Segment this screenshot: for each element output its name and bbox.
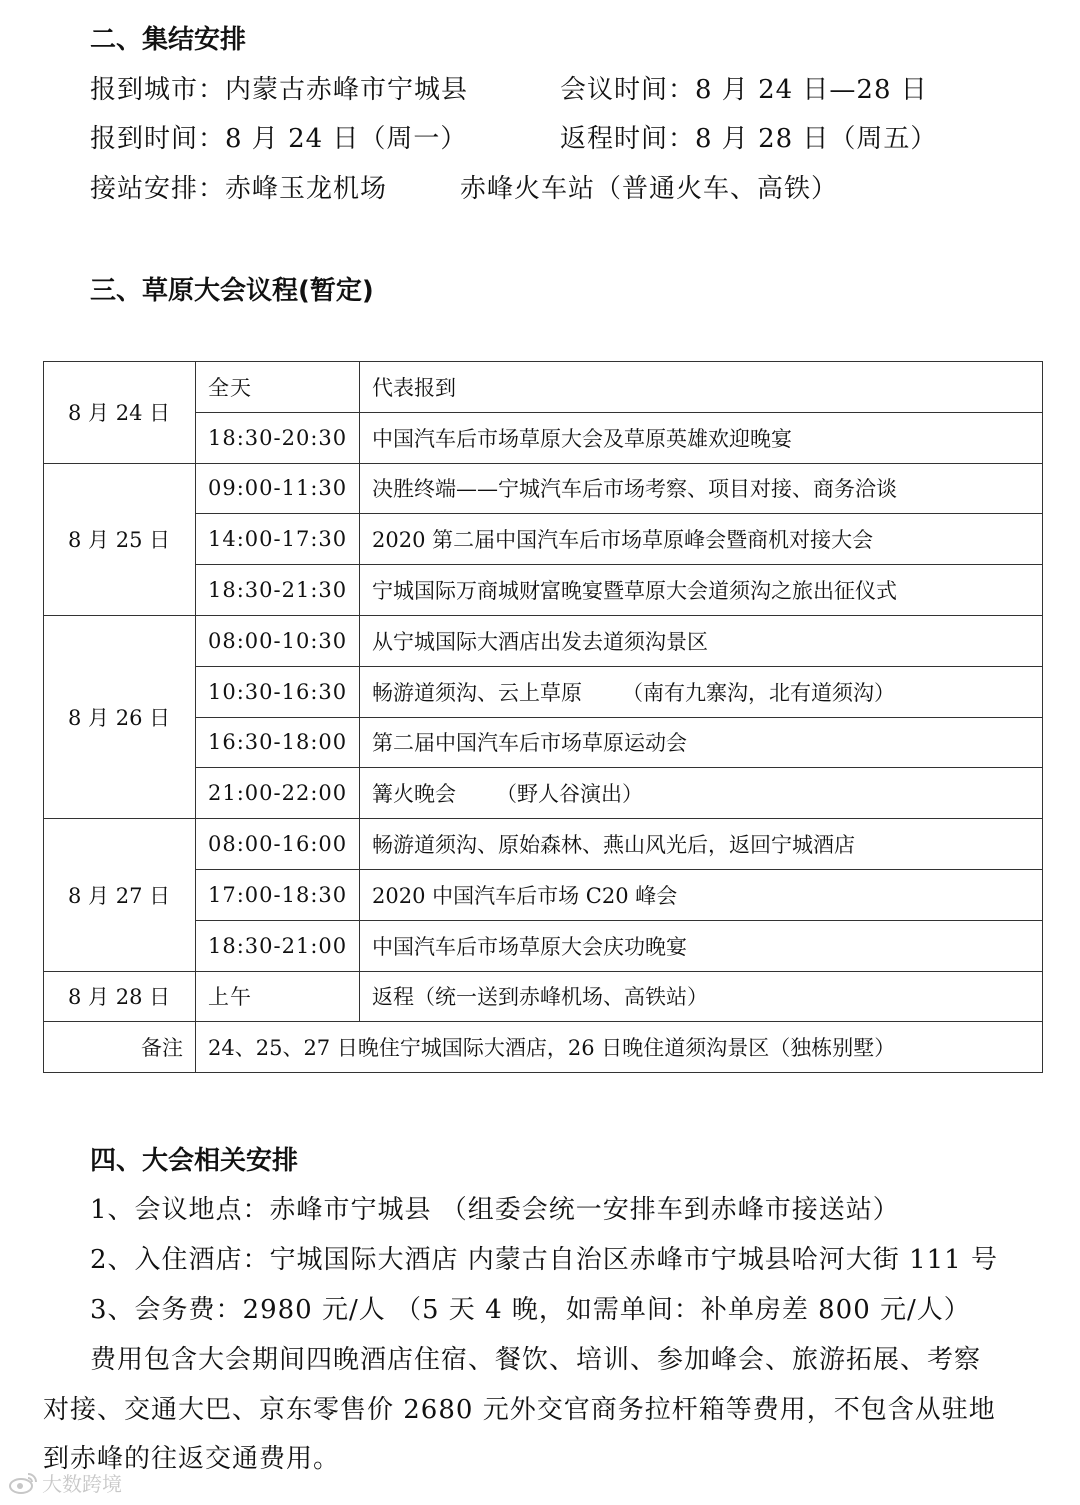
watermark	[8, 1468, 122, 1497]
section4-heading: 四、大会相关安排	[90, 1146, 299, 1176]
agenda-event: 第二届中国汽车后市场草原运动会	[372, 731, 687, 756]
fee-paragraph-line: 费用包含大会期间四晚酒店住宿、餐饮、培训、参加峰会、旅游拓展、考察	[90, 1345, 982, 1375]
fee-paragraph-line: 对接、交通大巴、京东零售价 2680 元外交官商务拉杆箱等费用，不包含从驻地	[43, 1395, 996, 1425]
note-label: 备注	[44, 1022, 196, 1073]
agenda-event-cell	[360, 920, 1043, 971]
agenda-event-cell	[360, 412, 1043, 463]
agenda-time: 全天	[196, 362, 360, 413]
agenda-row	[44, 362, 1043, 413]
section2-heading: 二、集结安排	[90, 25, 247, 55]
agenda-row	[44, 819, 1043, 870]
agenda-event-cell	[360, 565, 1043, 616]
agenda-time: 10:30-16:30	[196, 666, 360, 717]
agenda-event: 从宁城国际大酒店出发去道须沟景区	[372, 629, 708, 654]
arrangement-item: 1、会议地点：赤峰市宁城县 （组委会统一安排车到赤峰市接送站）	[90, 1195, 900, 1225]
info-right: 返程时间：8 月 28 日（周五）	[560, 124, 938, 154]
agenda-date: 8 月 24 日	[44, 362, 196, 464]
watermark-text: 大数跨境	[42, 1472, 122, 1496]
agenda-time: 08:00-16:00	[196, 819, 360, 870]
agenda-date: 8 月 26 日	[44, 615, 196, 818]
agenda-event-cell	[360, 666, 1043, 717]
info-right: 赤峰火车站（普通火车、高铁）	[460, 174, 839, 204]
note-text: 24、25、27 日晚住宁城国际大酒店，26 日晚住道须沟景区（独栋别墅）	[196, 1022, 1043, 1073]
arrangement-item: 3、会务费：2980 元/人 （5 天 4 晚，如需单间：补单房差 800 元/人）	[90, 1295, 971, 1325]
agenda-event: 2020 第二届中国汽车后市场草原峰会暨商机对接大会	[372, 528, 874, 553]
agenda-time: 上午	[196, 971, 360, 1022]
agenda-event: 2020 中国汽车后市场 C20 峰会	[372, 883, 678, 908]
fee-paragraph-line: 到赤峰的往返交通费用。	[43, 1444, 341, 1474]
info-left: 报到时间：8 月 24 日（周一）	[90, 124, 468, 154]
agenda-event-cell	[360, 819, 1043, 870]
agenda-time: 09:00-11:30	[196, 463, 360, 514]
agenda-time: 14:00-17:30	[196, 514, 360, 565]
agenda-event-cell	[360, 615, 1043, 666]
agenda-date: 8 月 27 日	[44, 819, 196, 971]
agenda-event: 中国汽车后市场草原大会及草原英雄欢迎晚宴	[372, 426, 792, 451]
agenda-time: 18:30-21:00	[196, 920, 360, 971]
agenda-event-cell	[360, 869, 1043, 920]
agenda-row	[44, 615, 1043, 666]
agenda-time: 08:00-10:30	[196, 615, 360, 666]
arrangement-item: 2、入住酒店：宁城国际大酒店 内蒙古自治区赤峰市宁城县哈河大街 111 号	[90, 1245, 998, 1275]
agenda-time: 16:30-18:00	[196, 717, 360, 768]
agenda-date: 8 月 25 日	[44, 463, 196, 615]
agenda-event-cell	[360, 463, 1043, 514]
info-left: 接站安排：赤峰玉龙机场	[90, 174, 388, 204]
agenda-row	[44, 463, 1043, 514]
agenda-event: 代表报到	[372, 375, 456, 400]
agenda-row	[44, 971, 1043, 1022]
agenda-event-note: （南有九寨沟，北有道须沟）	[622, 680, 895, 705]
agenda-event: 宁城国际万商城财富晚宴暨草原大会道须沟之旅出征仪式	[372, 579, 897, 604]
agenda-note-row	[44, 1022, 1043, 1073]
agenda-event: 中国汽车后市场草原大会庆功晚宴	[372, 934, 687, 959]
info-left: 报到城市：内蒙古赤峰市宁城县	[90, 75, 469, 105]
info-right: 会议时间：8 月 24 日—28 日	[560, 75, 928, 105]
agenda-event: 返程（统一送到赤峰机场、高铁站）	[372, 985, 708, 1010]
agenda-event-cell	[360, 768, 1043, 819]
agenda-event-cell	[360, 717, 1043, 768]
info-line	[90, 70, 928, 110]
agenda-time: 18:30-21:30	[196, 565, 360, 616]
section3-heading: 三、草原大会议程(暂定)	[90, 276, 374, 306]
agenda-event: 畅游道须沟、云上草原	[372, 680, 582, 705]
agenda-event-note: （野人谷演出）	[496, 782, 643, 807]
agenda-event: 决胜终端——宁城汽车后市场考察、项目对接、商务洽谈	[372, 477, 897, 502]
agenda-event: 篝火晚会	[372, 782, 456, 807]
weibo-logo-icon	[8, 1471, 38, 1495]
info-line	[90, 119, 938, 159]
agenda-date: 8 月 28 日	[44, 971, 196, 1022]
info-line	[90, 169, 839, 209]
agenda-event-cell	[360, 514, 1043, 565]
agenda-event-cell	[360, 971, 1043, 1022]
agenda-time: 18:30-20:30	[196, 412, 360, 463]
agenda-event: 畅游道须沟、原始森林、燕山风光后，返回宁城酒店	[372, 833, 855, 858]
agenda-event-cell	[360, 362, 1043, 413]
agenda-time: 21:00-22:00	[196, 768, 360, 819]
agenda-table	[43, 361, 1043, 1073]
agenda-time: 17:00-18:30	[196, 869, 360, 920]
agenda-table-body	[44, 362, 1043, 1073]
